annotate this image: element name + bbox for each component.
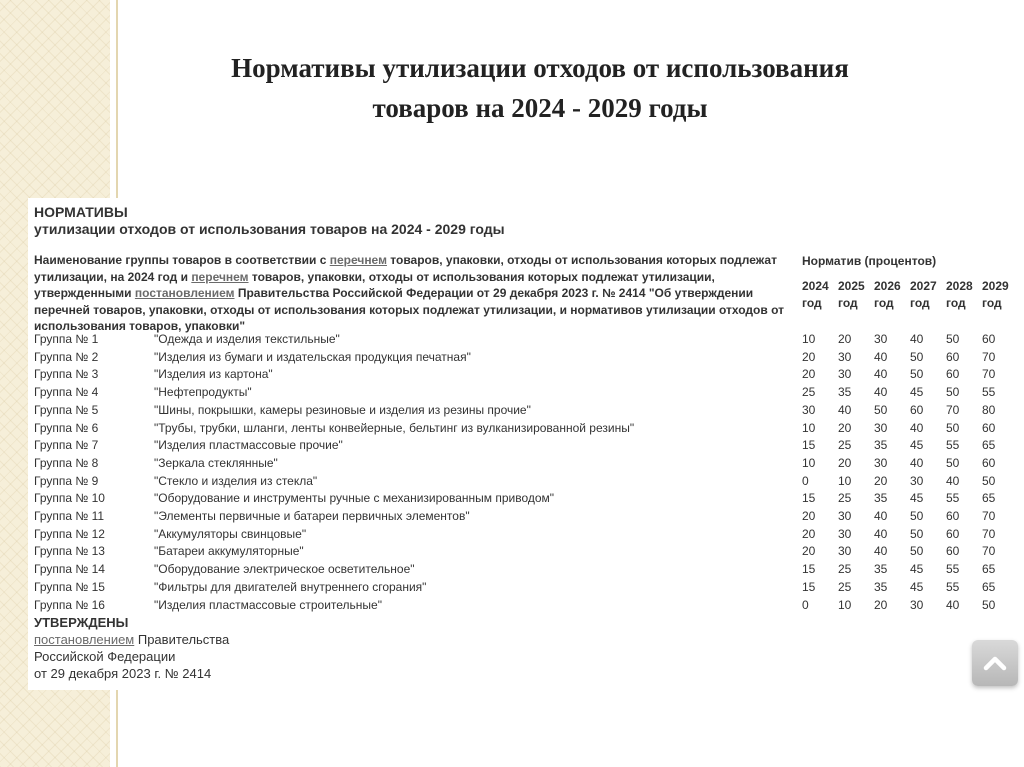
normative-value: 50 <box>946 420 960 435</box>
normative-value: 40 <box>874 367 888 382</box>
normative-value: 40 <box>946 597 960 612</box>
group-label: Группа № 12 <box>34 526 105 541</box>
normative-value: 20 <box>874 473 888 488</box>
year-label: год <box>910 296 930 310</box>
group-name: "Одежда и изделия текстильные" <box>154 332 340 346</box>
normative-value: 80 <box>982 402 996 417</box>
group-name: "Оборудование электрическое осветительное" <box>154 562 415 577</box>
normative-value: 30 <box>838 509 852 523</box>
normative-value: 25 <box>838 579 852 594</box>
normative-value: 20 <box>802 544 816 559</box>
normative-value: 15 <box>802 579 816 594</box>
table-row <box>34 455 1020 473</box>
group-name: "Нефтепродукты" <box>154 385 252 400</box>
normative-value: 35 <box>874 579 888 594</box>
normative-value: 70 <box>982 509 996 523</box>
normative-value: 60 <box>946 367 960 382</box>
normative-value: 40 <box>910 455 924 470</box>
table-row <box>34 508 1020 526</box>
normative-value: 45 <box>910 579 924 594</box>
year-header-4 <box>946 278 980 312</box>
normative-value: 70 <box>982 367 996 382</box>
group-label: Группа № 5 <box>34 402 99 417</box>
year-value: 2029 <box>982 279 1009 293</box>
group-name: "Стекло и изделия из стекла" <box>154 473 318 488</box>
group-name: "Фильтры для двигателей внутреннего сгорания" <box>154 579 427 594</box>
slide-title-line2: товаров на 2024 - 2029 годы <box>372 93 708 123</box>
group-label: Группа № 4 <box>34 385 99 400</box>
normative-value: 65 <box>982 491 996 506</box>
normative-value: 30 <box>910 597 924 612</box>
table-row <box>34 402 1020 420</box>
normative-value: 50 <box>982 473 996 488</box>
normative-value: 15 <box>802 562 816 577</box>
normative-value: 40 <box>874 509 888 523</box>
normative-value: 40 <box>910 332 924 346</box>
table-row <box>34 490 1020 508</box>
group-name: "Зеркала стеклянные" <box>154 455 278 470</box>
normative-value: 0 <box>802 597 809 612</box>
group-label: Группа № 11 <box>34 509 105 523</box>
year-header-0 <box>802 278 836 312</box>
normative-value: 15 <box>802 491 816 506</box>
table-row <box>34 579 1020 597</box>
normative-value: 0 <box>802 473 809 488</box>
normative-value: 65 <box>982 579 996 594</box>
table-row <box>34 384 1020 402</box>
year-label: год <box>802 296 822 310</box>
normative-value: 40 <box>910 420 924 435</box>
normative-value: 30 <box>874 332 888 346</box>
slide-title <box>130 48 950 128</box>
normative-value: 40 <box>946 473 960 488</box>
normative-value: 40 <box>874 544 888 559</box>
normative-value: 65 <box>982 438 996 453</box>
group-name: "Изделия пластмассовые прочие" <box>154 438 343 453</box>
group-name: "Трубы, трубки, шланги, ленты конвейерные, бельтинг из вулканизированной резины" <box>154 420 635 435</box>
normative-value: 55 <box>946 438 960 453</box>
normative-value: 65 <box>982 562 996 577</box>
table-row <box>34 331 1020 349</box>
normative-value: 30 <box>838 349 852 364</box>
table-header-normative: Норматив (процентов) <box>802 254 937 268</box>
normative-value: 50 <box>910 544 924 559</box>
year-header-2 <box>874 278 908 312</box>
approved-line2: Российской Федерации <box>34 649 176 664</box>
normative-value: 10 <box>838 473 852 488</box>
document-heading-subtitle: утилизации отходов от использования товаров на 2024 - 2029 годы <box>34 221 505 237</box>
group-label: Группа № 6 <box>34 420 99 435</box>
year-label: год <box>982 296 1002 310</box>
normative-value: 60 <box>946 544 960 559</box>
group-name: "Оборудование и инструменты ручные с механизированным приводом" <box>154 491 555 506</box>
postanovlenie-link[interactable]: постановлением <box>134 286 235 300</box>
normative-value: 10 <box>802 332 816 346</box>
year-value: 2028 <box>946 279 973 293</box>
normative-value: 20 <box>838 332 852 346</box>
normative-value: 25 <box>838 438 852 453</box>
year-header-3 <box>910 278 944 312</box>
header-text-part4: Правительства Российской Федерации от 29 декабря 2023 г. № 2414 "Об утверждении перечней товаров, упаковки, отходы от использования которых подлежат утилизации, и нормативов утилизации отходов от использования товаров, упаковки" <box>34 286 784 333</box>
normative-value: 40 <box>838 402 852 417</box>
normative-value: 20 <box>802 526 816 541</box>
table-row <box>34 543 1020 561</box>
year-value: 2025 <box>838 279 865 293</box>
normative-value: 30 <box>874 420 888 435</box>
year-value: 2027 <box>910 279 937 293</box>
group-name: "Аккумуляторы свинцовые" <box>154 526 307 541</box>
year-header-1 <box>838 278 872 312</box>
group-label: Группа № 7 <box>34 438 99 453</box>
approved-postanovlenie-link[interactable]: постановлением <box>34 632 135 647</box>
document-heading <box>34 204 505 238</box>
group-name: "Изделия пластмассовые строительные" <box>154 597 382 612</box>
group-name: "Элементы первичные и батареи первичных элементов" <box>154 509 470 523</box>
approved-line1-rest: Правительства <box>134 632 230 647</box>
normative-value: 35 <box>874 562 888 577</box>
table-row <box>34 420 1020 438</box>
perechen-link-1[interactable]: перечнем <box>329 253 387 267</box>
normative-value: 10 <box>802 455 816 470</box>
year-label: год <box>874 296 894 310</box>
normative-value: 45 <box>910 438 924 453</box>
normative-value: 40 <box>874 385 888 400</box>
group-label: Группа № 9 <box>34 473 99 488</box>
year-value: 2026 <box>874 279 901 293</box>
slide-title-line1: Нормативы утилизации отходов от использования <box>231 53 849 83</box>
normative-value: 50 <box>982 597 996 612</box>
normative-value: 35 <box>874 491 888 506</box>
year-value: 2024 <box>802 279 829 293</box>
normative-value: 30 <box>910 473 924 488</box>
year-header-5 <box>982 278 1016 312</box>
header-text-part3: товаров, упаковки, отходы от использования которых подлежат утилизации, утвержденными <box>34 269 715 300</box>
normative-value: 60 <box>982 332 996 346</box>
normative-value: 50 <box>946 332 960 346</box>
normative-value: 60 <box>946 526 960 541</box>
normative-value: 50 <box>946 385 960 400</box>
group-name: "Шины, покрышки, камеры резиновые и изделия из резины прочие" <box>154 402 531 417</box>
chevron-up-icon <box>983 654 1007 672</box>
normative-document <box>28 198 1020 690</box>
normative-value: 30 <box>874 455 888 470</box>
normative-value: 70 <box>982 544 996 559</box>
normative-value: 60 <box>982 455 996 470</box>
group-label: Группа № 15 <box>34 579 105 594</box>
approved-title: УТВЕРЖДЕНЫ <box>34 615 129 630</box>
normative-value: 35 <box>838 385 852 400</box>
normative-value: 15 <box>802 438 816 453</box>
normative-value: 60 <box>910 402 924 417</box>
normative-value: 20 <box>874 597 888 612</box>
normative-value: 60 <box>946 509 960 523</box>
group-label: Группа № 10 <box>34 491 105 506</box>
normative-value: 40 <box>874 526 888 541</box>
normative-value: 20 <box>802 349 816 364</box>
normative-value: 70 <box>982 526 996 541</box>
normative-value: 50 <box>910 349 924 364</box>
normative-value: 30 <box>838 544 852 559</box>
normative-value: 45 <box>910 385 924 400</box>
table-row <box>34 473 1020 491</box>
normative-value: 20 <box>838 420 852 435</box>
document-heading-title: НОРМАТИВЫ <box>34 204 128 220</box>
normative-value: 55 <box>946 491 960 506</box>
normative-value: 60 <box>982 420 996 435</box>
header-text-part2: товаров, упаковки, отходы от использования которых подлежат утилизации, на 2024 год и <box>34 253 777 284</box>
year-label: год <box>946 296 966 310</box>
approved-line3: от 29 декабря 2023 г. № 2414 <box>34 666 212 681</box>
year-label: год <box>838 296 858 310</box>
normative-value: 25 <box>802 385 816 400</box>
table-header-description <box>34 252 796 335</box>
normative-value: 40 <box>874 349 888 364</box>
group-label: Группа № 13 <box>34 544 105 559</box>
normative-value: 35 <box>874 438 888 453</box>
scroll-to-top-button[interactable] <box>972 640 1018 686</box>
normative-value: 50 <box>874 402 888 417</box>
group-label: Группа № 8 <box>34 455 99 470</box>
normative-value: 10 <box>838 597 852 612</box>
normative-value: 20 <box>802 509 816 523</box>
table-row <box>34 597 1020 615</box>
normative-value: 45 <box>910 562 924 577</box>
normative-value: 30 <box>838 526 852 541</box>
group-label: Группа № 3 <box>34 367 99 382</box>
normative-value: 25 <box>838 562 852 577</box>
group-name: "Изделия из бумаги и издательская продукция печатная" <box>154 349 471 364</box>
normative-value: 10 <box>802 420 816 435</box>
normative-value: 50 <box>910 509 924 523</box>
normative-value: 20 <box>838 455 852 470</box>
normative-value: 70 <box>946 402 960 417</box>
normative-value: 25 <box>838 491 852 506</box>
approved-line1 <box>34 631 229 648</box>
normative-value: 45 <box>910 491 924 506</box>
group-name: "Изделия из картона" <box>154 367 273 382</box>
normative-value: 55 <box>946 562 960 577</box>
header-text-part1: Наименование группы товаров в соответствии с <box>34 253 330 267</box>
group-name: "Батареи аккумуляторные" <box>154 544 304 559</box>
normative-value: 30 <box>802 402 816 417</box>
table-row <box>34 526 1020 544</box>
normative-value: 70 <box>982 349 996 364</box>
normative-value: 55 <box>946 579 960 594</box>
table-row <box>34 366 1020 384</box>
normative-value: 60 <box>946 349 960 364</box>
group-label: Группа № 1 <box>34 332 99 346</box>
table-row <box>34 561 1020 579</box>
table-row <box>34 437 1020 455</box>
normative-value: 50 <box>946 455 960 470</box>
normative-value: 50 <box>910 367 924 382</box>
group-label: Группа № 14 <box>34 562 105 577</box>
table-row <box>34 349 1020 367</box>
group-label: Группа № 16 <box>34 597 105 612</box>
approved-block <box>34 614 229 682</box>
normative-value: 20 <box>802 367 816 382</box>
normative-value: 55 <box>982 385 996 400</box>
normative-value: 30 <box>838 367 852 382</box>
group-label: Группа № 2 <box>34 349 99 364</box>
normative-value: 50 <box>910 526 924 541</box>
perechen-link-2[interactable]: перечнем <box>191 269 249 284</box>
